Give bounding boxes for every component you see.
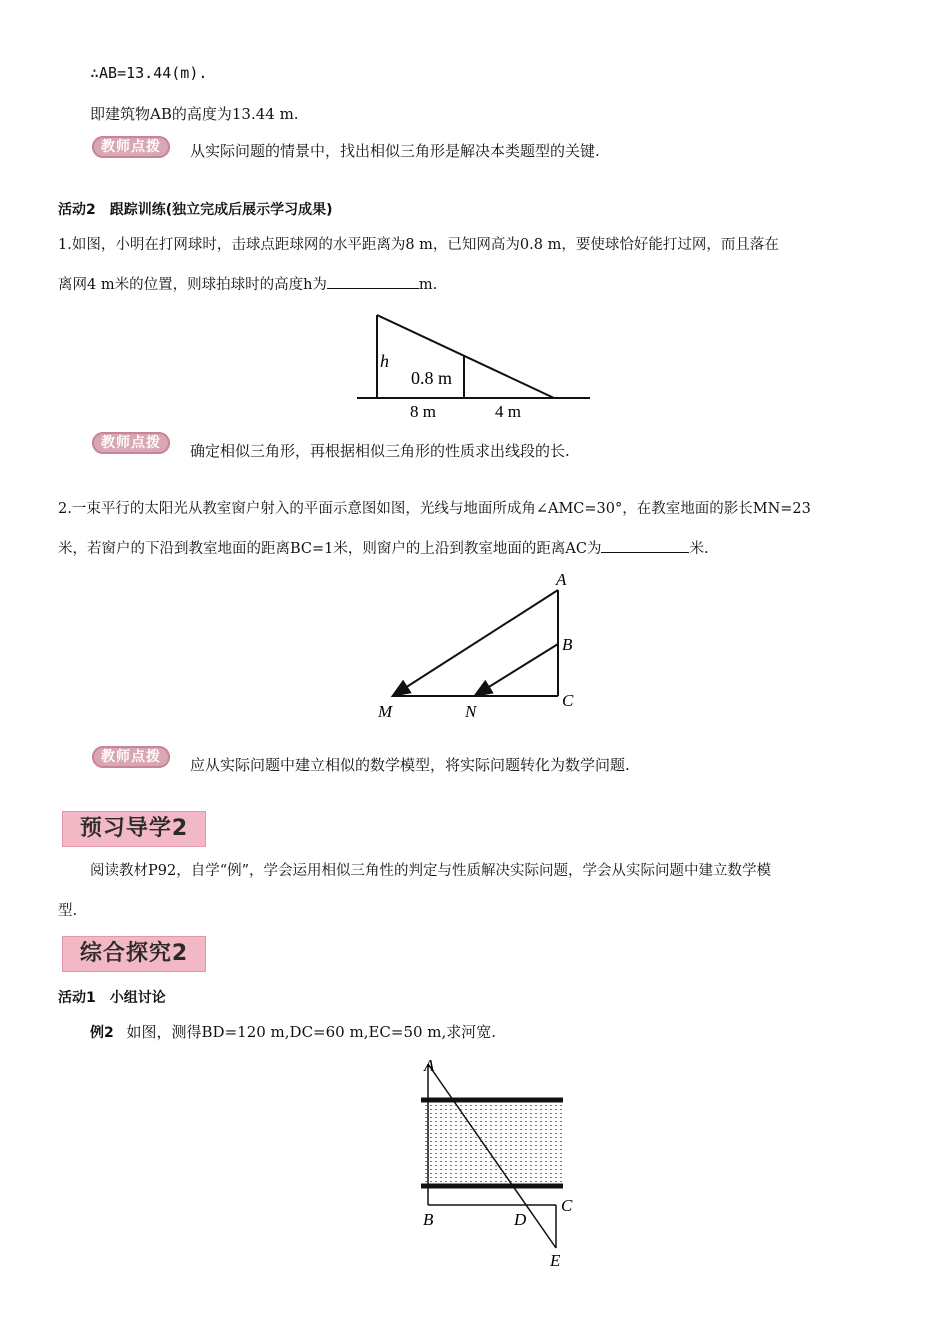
label-d: D bbox=[514, 1210, 527, 1229]
activity-title: 活动2 跟踪训练(独立完成后展示学习成果) bbox=[58, 202, 333, 218]
teacher-tip-badge: 教师点拨 bbox=[92, 746, 170, 768]
example-text: 如图，测得BD=120 m,DC=60 m,EC=50 m,求河宽. bbox=[126, 1023, 497, 1041]
question-2-line-2 bbox=[58, 537, 709, 558]
label-c: C bbox=[561, 1196, 573, 1215]
label-b: B bbox=[562, 635, 573, 654]
question-1-line-1: 1.如图，小明在打网球时，击球点距球网的水平距离为8 m，已知网高为0.8 m，要使球恰好能打过网，而且落在 bbox=[58, 237, 779, 253]
label-n: N bbox=[465, 702, 477, 721]
conclusion-line: ∴AB=13.44(m). bbox=[90, 64, 208, 82]
preview-text-line-2: 型. bbox=[58, 903, 78, 919]
teacher-tip-text: 确定相似三角形，再根据相似三角形的性质求出线段的长. bbox=[190, 442, 570, 460]
label-net: 0.8 m bbox=[411, 368, 453, 388]
answer-blank[interactable] bbox=[327, 274, 419, 289]
section-header-preview: 预习导学2 bbox=[62, 811, 206, 847]
preview-text-line-1: 阅读教材P92，自学“例”，学会运用相似三角性的判定与性质解决实际问题，学会从实际问题中建立数学模 bbox=[90, 863, 772, 879]
question-2-text: 米，若窗户的下沿到教室地面的距离BC=1米，则窗户的上沿到教室地面的距离AC为 bbox=[58, 541, 602, 557]
figure-river-width bbox=[410, 1052, 590, 1272]
ray-a-line bbox=[394, 590, 558, 695]
section-header-explore: 综合探究2 bbox=[62, 936, 206, 972]
activity-title: 活动1 小组讨论 bbox=[58, 990, 166, 1006]
label-right-distance: 4 m bbox=[495, 402, 521, 421]
label-a: A bbox=[556, 570, 567, 589]
question-1-unit: m. bbox=[418, 277, 438, 293]
label-c: C bbox=[562, 691, 574, 710]
question-2-unit: 米. bbox=[689, 541, 709, 557]
label-h: h bbox=[380, 351, 389, 371]
ray-b-line bbox=[476, 644, 558, 695]
teacher-tip-text: 从实际问题的情景中，找出相似三角形是解决本类题型的关键. bbox=[190, 142, 600, 160]
question-2-line-1: 2.一束平行的太阳光从教室窗户射入的平面示意图如图，光线与地面所成角∠AMC=30°，在教室地面的影长MN=23 bbox=[58, 501, 811, 517]
figure-sunlight-window bbox=[370, 568, 590, 723]
answer-blank[interactable] bbox=[601, 538, 689, 553]
label-a: A bbox=[424, 1056, 435, 1075]
teacher-tip-badge: 教师点拨 bbox=[92, 432, 170, 454]
label-b: B bbox=[423, 1210, 434, 1229]
figure-tennis bbox=[350, 310, 600, 425]
question-1-text: 离网4 m米的位置，则球拍球时的高度h为 bbox=[58, 277, 327, 293]
example-label: 例2 bbox=[90, 1025, 114, 1041]
question-1-line-2 bbox=[58, 273, 437, 294]
label-left-distance: 8 m bbox=[410, 402, 436, 421]
teacher-tip-badge: 教师点拨 bbox=[92, 136, 170, 158]
teacher-tip-text: 应从实际问题中建立相似的数学模型，将实际问题转化为数学问题. bbox=[190, 756, 630, 774]
answer-line: 即建筑物AB的高度为13.44 m. bbox=[90, 105, 299, 123]
river-area bbox=[423, 1102, 563, 1184]
ball-path-line bbox=[377, 315, 554, 398]
label-m: M bbox=[378, 702, 393, 721]
label-e: E bbox=[550, 1251, 561, 1270]
